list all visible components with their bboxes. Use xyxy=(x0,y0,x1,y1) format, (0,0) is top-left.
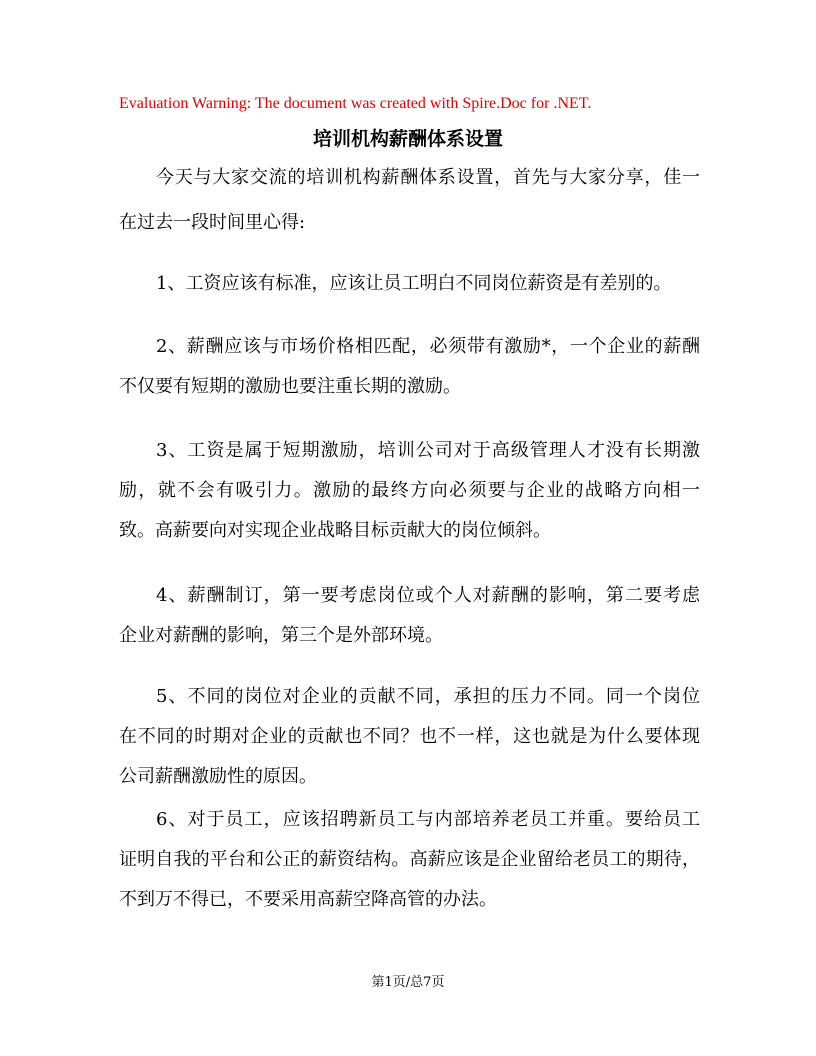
paragraph-intro xyxy=(119,155,700,245)
paragraph-3 xyxy=(119,431,700,551)
paragraph-2 xyxy=(119,327,700,407)
text-line: 励，就不会有吸引力。激励的最终方向必须要与企业的战略方向相一 xyxy=(119,480,700,501)
text-line: 2、薪酬应该与市场价格相匹配，必须带有激励*，一个企业的薪酬 xyxy=(156,336,700,357)
text-line: 致。高薪要向对实现企业战略目标贡献大的岗位倾斜。 xyxy=(119,520,551,541)
text-line: 4、薪酬制订，第一要考虑岗位或个人对薪酬的影响，第二要考虑 xyxy=(156,585,700,606)
text-line: 证明自我的平台和公正的薪资结构。高薪应该是企业留给老员工的期待， xyxy=(119,849,700,870)
text-line: 5、不同的岗位对企业的贡献不同，承担的压力不同。同一个岗位 xyxy=(156,686,700,707)
text-line: 不到万不得已，不要采用高薪空降高管的办法。 xyxy=(119,889,497,910)
text-line: 3、工资是属于短期激励，培训公司对于高级管理人才没有长期激 xyxy=(156,440,700,461)
evaluation-warning: Evaluation Warning: The document was created with Spire.Doc for .NET. xyxy=(119,95,592,112)
text-line: 1、工资应该有标准，应该让员工明白不同岗位薪资是有差别的。 xyxy=(156,273,672,294)
text-line: 今天与大家交流的培训机构薪酬体系设置，首先与大家分享，佳一 xyxy=(156,167,700,188)
text-line: 不仅要有短期的激励也要注重长期的激励。 xyxy=(119,376,461,397)
page-footer: 第1页/总7页 xyxy=(371,975,445,990)
text-line: 在不同的时期对企业的贡献也不同？也不一样，这也就是为什么要体现 xyxy=(119,726,700,747)
document-title: 培训机构薪酬体系设置 xyxy=(312,128,503,150)
text-line: 6、对于员工，应该招聘新员工与内部培养老员工并重。要给员工 xyxy=(156,809,700,830)
text-line: 在过去一段时间里心得: xyxy=(119,212,306,233)
paragraph-1 xyxy=(119,264,700,304)
paragraph-6 xyxy=(119,800,700,920)
paragraph-5 xyxy=(119,677,700,797)
text-line: 公司薪酬激励性的原因。 xyxy=(119,766,317,787)
paragraph-4 xyxy=(119,576,700,656)
text-line: 企业对薪酬的影响，第三个是外部环境。 xyxy=(119,625,443,646)
